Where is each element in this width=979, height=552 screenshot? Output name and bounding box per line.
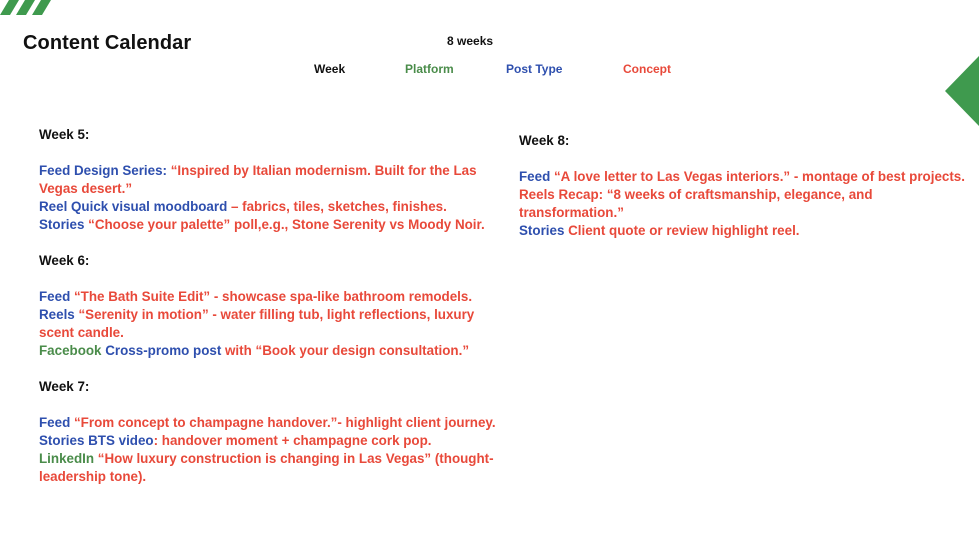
post-type-label: Cross-promo post [101, 343, 222, 358]
week-8-feed-line [519, 168, 974, 186]
week-5-heading: Week 5: [39, 127, 90, 142]
arrow-triangle-decoration [945, 56, 979, 126]
week-7-section [39, 378, 509, 486]
week-5-reel-line [39, 198, 509, 216]
week-6-heading: Week 6: [39, 253, 90, 268]
week-5-stories-line [39, 216, 509, 234]
concept-text: “Serenity in motion” - water filling tub, light reflections, luxury scent candle. [39, 307, 475, 340]
concept-text: – fabrics, tiles, sketches, finishes. [227, 199, 447, 214]
platform-label: Stories BTS video [39, 433, 154, 448]
legend-week: Week [314, 62, 346, 76]
platform-label: Stories [39, 217, 85, 232]
stripe-decoration [0, 0, 60, 16]
week-6-section [39, 252, 509, 360]
week-6-facebook-line [39, 342, 509, 360]
week-8-section [519, 132, 974, 240]
week-5-section [39, 126, 509, 234]
legend-platform: Platform [405, 62, 454, 76]
legend-concept: Concept [623, 62, 671, 76]
platform-label: Feed [39, 289, 71, 304]
week-7-stories-line [39, 432, 509, 450]
platform-label: Reel Quick visual moodboard [39, 199, 228, 214]
week-7-feed-line [39, 414, 509, 432]
weeks-count-label: 8 weeks [447, 34, 494, 48]
week-8-heading: Week 8: [519, 133, 570, 148]
week-6-feed-line [39, 288, 509, 306]
platform-label: LinkedIn [39, 451, 95, 466]
week-8-stories-line [519, 222, 974, 240]
concept-text: “The Bath Suite Edit” - showcase spa-like bathroom remodels. [70, 289, 473, 304]
week-6-reels-line [39, 306, 509, 342]
concept-text: “Inspired by Italian modernism. Built for the Las Vegas desert.” [39, 163, 477, 196]
left-column [39, 126, 509, 504]
concept-text: “Choose your palette” poll,e.g., Stone Serenity vs Moody Noir. [84, 217, 485, 232]
concept-text: “From concept to champagne handover.”- highlight client journey. [70, 415, 496, 430]
concept-text: “A love letter to Las Vegas interiors.” - montage of best projects. [550, 169, 965, 184]
legend-post-type: Post Type [506, 62, 563, 76]
week-7-heading: Week 7: [39, 379, 90, 394]
week-5-feed-line [39, 162, 509, 198]
week-7-linkedin-line [39, 450, 509, 486]
platform-label: Feed [519, 169, 551, 184]
page-title: Content Calendar [23, 32, 192, 54]
platform-label: Facebook [39, 343, 102, 358]
platform-label: Stories [519, 223, 565, 238]
concept-text: : handover moment + champagne cork pop. [153, 433, 432, 448]
concept-text: Client quote or review highlight reel. [564, 223, 800, 238]
concept-text: with “Book your design consultation.” [221, 343, 470, 358]
concept-text: “How luxury construction is changing in Las Vegas” (thought-leadership tone). [39, 451, 494, 484]
platform-label: Reels [39, 307, 75, 322]
platform-label: Feed Design Series: [39, 163, 168, 178]
platform-label: Feed [39, 415, 71, 430]
concept-text: Reels Recap: “8 weeks of craftsmanship, elegance, and transformation.” [519, 187, 873, 220]
week-8-reels-line [519, 186, 974, 222]
right-column [519, 132, 974, 258]
